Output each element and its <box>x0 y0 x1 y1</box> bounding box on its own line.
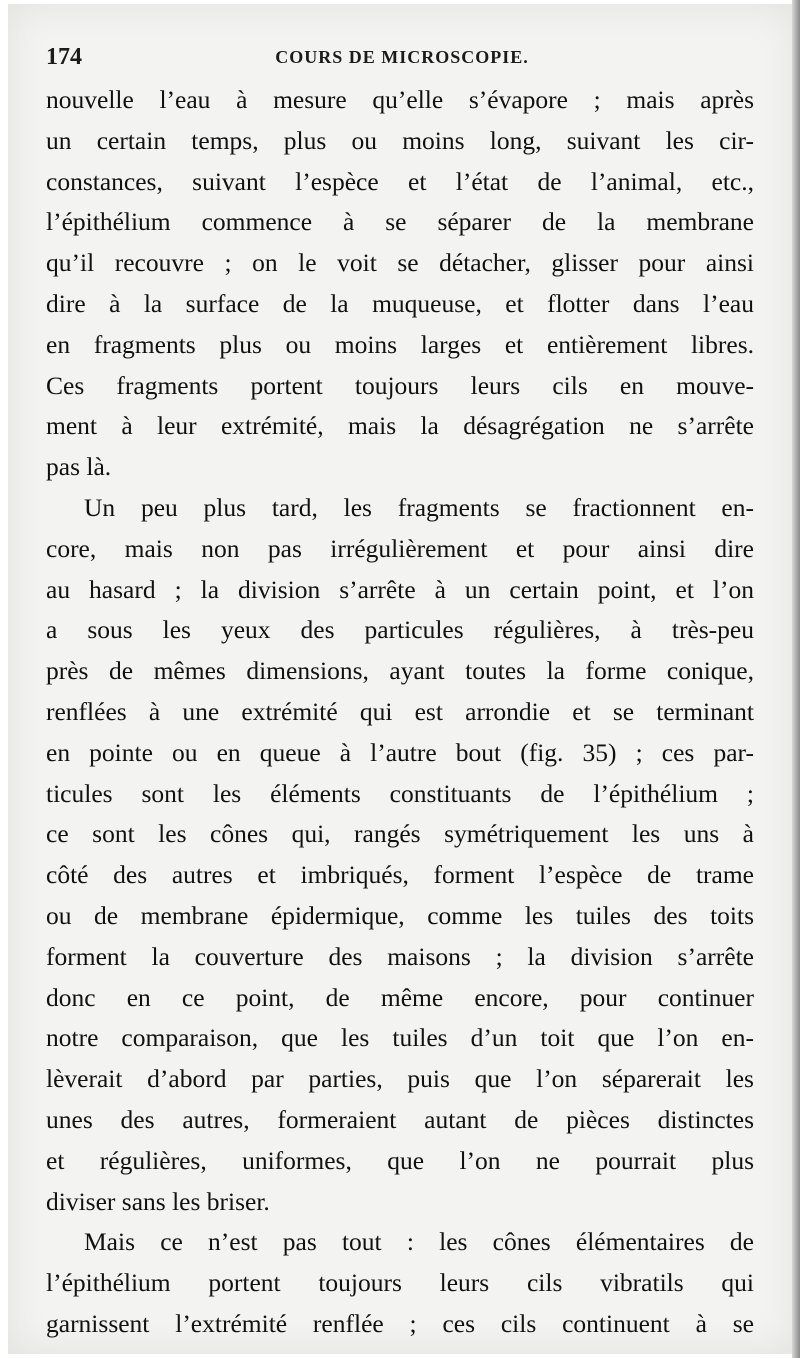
text-line: core, mais non pas irrégulièrement et pour ainsi dire <box>46 533 754 563</box>
text-line: Mais ce n’est pas tout : les cônes élémentaires de <box>84 1227 754 1257</box>
text-line: diviser sans les briser. <box>46 1186 270 1216</box>
text-line: Ces fragments portent toujours leurs cils en mouve- <box>46 370 754 400</box>
text-line: a sous les yeux des particules régulières, à très-peu <box>46 615 754 645</box>
text-line: qu’il recouvre ; on le voit se détacher, glisser pour ainsi <box>46 248 754 278</box>
text-line: au hasard ; la division s’arrête à un certain point, et l’on <box>46 574 754 604</box>
text-line: dire à la surface de la muqueuse, et flotter dans l’eau <box>46 288 754 318</box>
text-line: donc en ce point, de même encore, pour continuer <box>46 982 754 1012</box>
text-line: nouvelle l’eau à mesure qu’elle s’évapore ; mais après <box>46 85 754 114</box>
text-line: l’épithélium commence à se séparer de la membrane <box>46 207 754 237</box>
paragraph-1 <box>46 80 754 488</box>
text-line: ou de membrane épidermique, comme les tuiles des toits <box>46 900 754 930</box>
text-line: forment la couverture des maisons ; la division s’arrête <box>46 941 754 971</box>
text-line: pas là. <box>46 452 112 482</box>
paragraph-2 <box>46 488 754 1222</box>
running-head: COURS DE MICROSCOPIE. <box>275 47 529 67</box>
page-body <box>46 80 754 1345</box>
text-line: Un peu plus tard, les fragments se fractionnent en- <box>84 492 754 522</box>
text-line: constances, suivant l’espèce et l’état de l’animal, etc., <box>46 166 754 196</box>
text-line: près de mêmes dimensions, ayant toutes la forme conique, <box>46 656 754 686</box>
text-line: en pointe ou en queue à l’autre bout (fig. 35) ; ces par- <box>46 737 754 767</box>
text-line: lèverait d’abord par parties, puis que l’on séparerait les <box>46 1064 754 1094</box>
text-line: unes des autres, formeraient autant de pièces distinctes <box>46 1104 754 1134</box>
text-line: ticules sont les éléments constituants de l’épithélium ; <box>46 778 754 808</box>
text-line: un certain temps, plus ou moins long, suivant les cir- <box>46 125 754 155</box>
text-line: notre comparaison, que les tuiles d’un toit que l’on en- <box>46 1023 754 1053</box>
text-line: en fragments plus ou moins larges et entièrement libres. <box>46 329 754 359</box>
paragraph-3 <box>46 1222 754 1344</box>
text-line: l’épithélium portent toujours leurs cils vibratils qui <box>46 1268 754 1298</box>
page-header <box>46 44 758 74</box>
text-line: ment à leur extrémité, mais la désagrégation ne s’arrête <box>46 411 754 441</box>
text-line: ce sont les cônes qui, rangés symétriquement les uns à <box>46 819 754 849</box>
page-edge-shadow <box>792 0 800 1358</box>
page-number: 174 <box>46 44 82 70</box>
text-line: côté des autres et imbriqués, forment l’espèce de trame <box>46 860 754 890</box>
text-line: garnissent l’extrémité renflée ; ces cils continuent à se <box>46 1308 754 1338</box>
text-line: renflées à une extrémité qui est arrondie et se terminant <box>46 696 754 726</box>
text-line: et régulières, uniformes, que l’on ne pourrait plus <box>46 1145 754 1175</box>
